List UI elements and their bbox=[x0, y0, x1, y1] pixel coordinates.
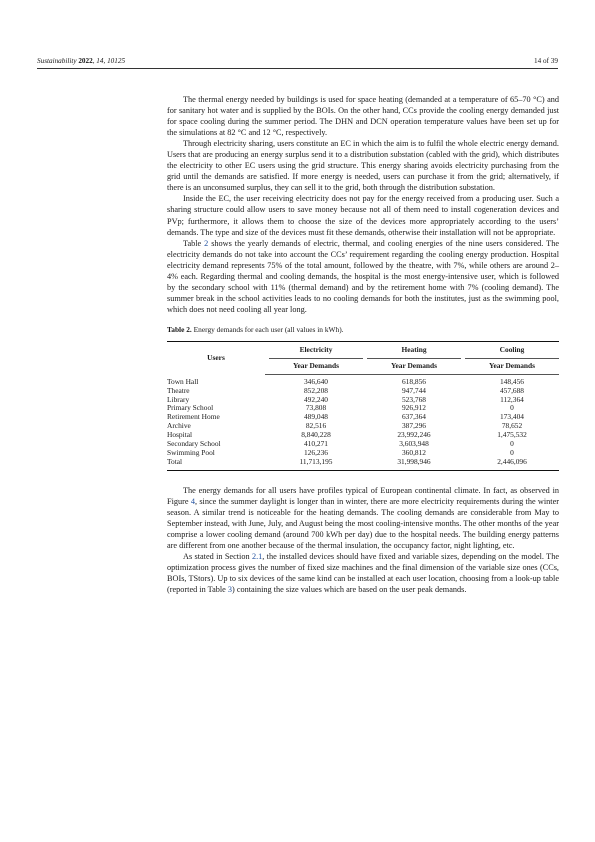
cooling-cell: 457,688 bbox=[499, 385, 525, 395]
user-cell: Retirement Home bbox=[167, 412, 220, 422]
journal-volume: , 14, 10125 bbox=[92, 57, 126, 65]
electricity-subheader: Year Demands bbox=[269, 358, 363, 374]
header-divider bbox=[37, 68, 558, 69]
page-number: 14 of 39 bbox=[534, 57, 558, 65]
cooling-cell: 0 bbox=[510, 439, 514, 449]
main-text bbox=[167, 94, 559, 595]
cooling-cell: 2,446,096 bbox=[465, 458, 559, 470]
heating-cell: 31,998,946 bbox=[367, 458, 461, 470]
user-cell: Hospital bbox=[167, 430, 193, 440]
paragraph-6: As stated in Section 2.1, the installed devices should have fixed and variable sizes, depending on the model. The optimization process gives the number of fixed size machines and the final dimension of the variable size ones (CCs, BOIs, TStors). Up to six devices of the same kind can be installed at each user location, choosing from a look-up table (reported in Table 3) containing the size values which are based on the user peak demands. bbox=[167, 552, 559, 595]
electricity-cell: 126,236 bbox=[303, 448, 329, 457]
cooling-cell: 148,456 bbox=[499, 376, 525, 386]
cooling-cell: 78,652 bbox=[501, 421, 523, 431]
heating-cell: 523,768 bbox=[401, 394, 427, 404]
table-caption: Table 2. Energy demands for each user (all values in kWh). bbox=[167, 324, 344, 334]
energy-demands-table bbox=[167, 341, 559, 471]
user-cell: Secondary School bbox=[167, 439, 221, 449]
section-2-1-link[interactable]: 2.1 bbox=[251, 552, 263, 562]
users-header: Users bbox=[167, 341, 265, 374]
user-cell: Town Hall bbox=[167, 376, 199, 386]
heating-cell: 3,603,948 bbox=[399, 439, 429, 449]
cooling-subheader: Year Demands bbox=[465, 358, 559, 374]
user-cell: Archive bbox=[167, 421, 191, 431]
electricity-cell: 852,208 bbox=[303, 385, 329, 395]
table-row bbox=[167, 440, 559, 449]
paragraph-2: Through electricity sharing, users constitute an EC in which the aim is to fulfil the whole electric energy demand. Users that are producing an energy surplus send it to a distribution substation (cabled with the grid), which distributes the electricity to other EC users using the grid structure. This energy sharing avoids electricity purchasing from the grid until the demands are satisfied. If more energy is needed, users can purchase it from the grid; alternatively, if there is an unconsumed surplus, they can sell it to the grid, both through the distribution substation. bbox=[167, 139, 559, 193]
user-cell: Library bbox=[167, 394, 190, 404]
heating-cell: 23,992,246 bbox=[397, 430, 431, 440]
heating-cell: 926,912 bbox=[401, 403, 427, 413]
electricity-cell: 8,840,228 bbox=[301, 430, 331, 440]
cooling-cell: 1,475,532 bbox=[497, 430, 527, 440]
electricity-cell: 489,048 bbox=[303, 412, 329, 422]
journal-name: Sustainability bbox=[37, 57, 77, 65]
heating-cell: 618,856 bbox=[401, 376, 427, 386]
running-header bbox=[37, 57, 558, 65]
table-2-link[interactable]: 2 bbox=[204, 238, 209, 248]
user-cell: Total bbox=[167, 458, 265, 470]
cooling-cell: 0 bbox=[510, 403, 514, 413]
user-cell: Swimming Pool bbox=[167, 448, 215, 457]
figure-4-link[interactable]: 4 bbox=[190, 496, 195, 506]
paragraph-1: The thermal energy needed by buildings is used for space heating (demanded at a temperature of 65–70 °C) and for sanitary hot water and is supplied by the BOIs. On the other hand, CCs provide the cooling energy demanded just for space cooling during the summer period. The DHN and DCN operation temperature values have been set up for the simulations at 82 °C and 12 °C, respectively. bbox=[167, 95, 559, 138]
cooling-cell: 112,364 bbox=[500, 394, 524, 404]
table-row bbox=[167, 374, 559, 386]
electricity-cell: 73,808 bbox=[305, 403, 327, 413]
paragraph-4: Table 2 shows the yearly demands of electric, thermal, and cooling energies of the nine users considered. The electricity demands do not take into account the CCs’ requirement regarding the cooling energy production. Hospital electricity demand represents 75% of the total amount, followed by the theatre, with 7%, while others are around 2–4% each. Regarding thermal and cooling demands, the hospital is the most energy-intensive user, which is followed by the secondary school with 11% (thermal demand) and by the retirement home with 7% (cooling demand). The summer break in the school activities leads to no cooling demands for both the institutes, just as the swimming pool, which does not need cooling all year long. bbox=[167, 238, 559, 314]
heating-cell: 637,364 bbox=[401, 412, 427, 422]
heating-cell: 387,296 bbox=[401, 421, 427, 431]
cooling-cell: 0 bbox=[510, 448, 514, 457]
electricity-cell: 492,240 bbox=[303, 394, 329, 404]
table-row bbox=[167, 413, 559, 422]
heating-subheader: Year Demands bbox=[367, 358, 461, 374]
journal-year: 2022 bbox=[78, 57, 93, 65]
electricity-cell: 82,516 bbox=[305, 421, 327, 431]
electricity-cell: 410,271 bbox=[303, 439, 329, 449]
table-row bbox=[167, 431, 559, 440]
electricity-header: Electricity bbox=[269, 341, 363, 358]
heating-cell: 360,812 bbox=[401, 448, 427, 457]
cooling-cell: 173,404 bbox=[499, 412, 525, 422]
electricity-cell: 346,640 bbox=[303, 376, 329, 386]
cooling-header: Cooling bbox=[465, 341, 559, 358]
heating-header: Heating bbox=[367, 341, 461, 358]
user-cell: Primary School bbox=[167, 403, 214, 413]
journal-citation bbox=[37, 57, 125, 65]
heating-cell: 947,744 bbox=[401, 385, 427, 395]
paragraph-3: Inside the EC, the user receiving electricity does not pay for the energy received from a producing user. Such a sharing structure could allow users to save money because not all of them need to install cogeneration devices and PVp; furthermore, it allows them to choose the size of the devices more appropriately according to the users’ demands. The type and size of the devices must fit these demands, otherwise their installation will not be appropriate. bbox=[167, 194, 559, 237]
electricity-cell: 11,713,195 bbox=[269, 458, 363, 470]
user-cell: Theatre bbox=[167, 385, 190, 395]
table-row bbox=[167, 458, 559, 470]
paragraph-5: The energy demands for all users have profiles typical of European continental climate. In fact, as observed in Figure 4, since the summer daylight is longer than in winter, there are more electricity requirements during the winter season. A similar trend is noticeable for the heating demands. The cooling demands are considerable from May to September instead, with June, July, and August being the most cooling-intensive months. The other months of the year comprise a lower cooling demand (around 700 kWh per day) due to the hospital needs. The building energy patterns are different from one another because of the thermal insulation, the occupancy factor, night lighting, etc. bbox=[167, 485, 559, 551]
table-row bbox=[167, 396, 559, 405]
table-3-link[interactable]: 3 bbox=[227, 585, 233, 595]
